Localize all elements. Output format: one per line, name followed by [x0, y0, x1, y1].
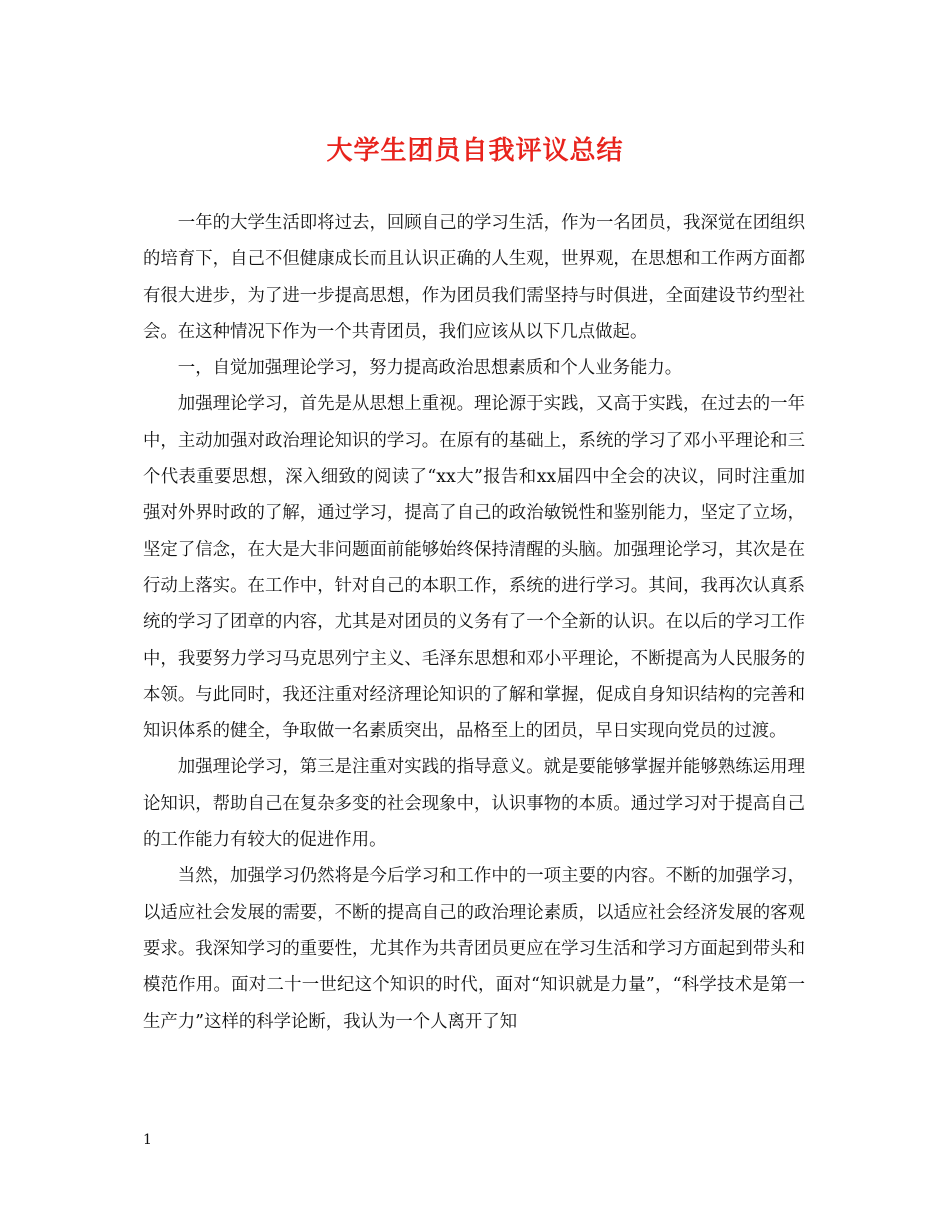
- document-title: 大学生团员自我评议总结: [326, 136, 624, 166]
- paragraph-theory-study: 加强理论学习，首先是从思想上重视。理论源于实践，又高于实践，在过去的一年中，主动加强对政治理论知识的学习。在原有的基础上，系统的学习了邓小平理论和三个代表重要思想，深入细致的阅读了“xx大”报告和xx届四中全会的决议，同时注重加强对外界时政的了解，通过学习，提高了自己的政治敏锐性和鉴别能力，坚定了立场，坚定了信念，在大是大非问题面前能够始终保持清醒的头脑。加强理论学习，其次是在行动上落实。在工作中，针对自己的本职工作，系统的进行学习。其间，我再次认真系统的学习了团章的内容，尤其是对团员的义务有了一个全新的认识。在以后的学习工作中，我要努力学习马克思列宁主义、毛泽东思想和邓小平理论，不断提高为人民服务的本领。与此同时，我还注重对经济理论知识的了解和掌握，促成自身知识结构的完善和知识体系的健全，争取做一名素质突出，品格至上的团员，早日实现向党员的过渡。: [143, 394, 805, 742]
- page-number: 1: [143, 1132, 152, 1148]
- document-body: [143, 205, 805, 1040]
- paragraph-practice-guidance: 加强理论学习，第三是注重对实践的指导意义。就是要能够掌握并能够熟练运用理论知识，帮助自己在复杂多变的社会现象中，认识事物的本质。通过学习对于提高自己的工作能力有较大的促进作用。: [143, 757, 805, 851]
- paragraph-section-heading: 一，自觉加强理论学习，努力提高政治思想素质和个人业务能力。: [177, 358, 683, 379]
- paragraph-continued-learning: 当然，加强学习仍然将是今后学习和工作中的一项主要的内容。不断的加强学习，以适应社会发展的需要，不断的提高自己的政治理论素质，以适应社会经济发展的客观要求。我深知学习的重要性，尤其作为共青团员更应在学习生活和学习方面起到带头和模范作用。面对二十一世纪这个知识的时代，面对“知识就是力量”，“科学技术是第一生产力”这样的科学论断，我认为一个人离开了知: [143, 866, 805, 1032]
- paragraph-intro: 一年的大学生活即将过去，回顾自己的学习生活，作为一名团员，我深觉在团组织的培育下，自己不但健康成长而且认识正确的人生观，世界观，在思想和工作两方面都有很大进步，为了进一步提高思想，作为团员我们需坚持与时俱进，全面建设节约型社会。在这种情况下作为一个共青团员，我们应该从以下几点做起。: [143, 213, 805, 342]
